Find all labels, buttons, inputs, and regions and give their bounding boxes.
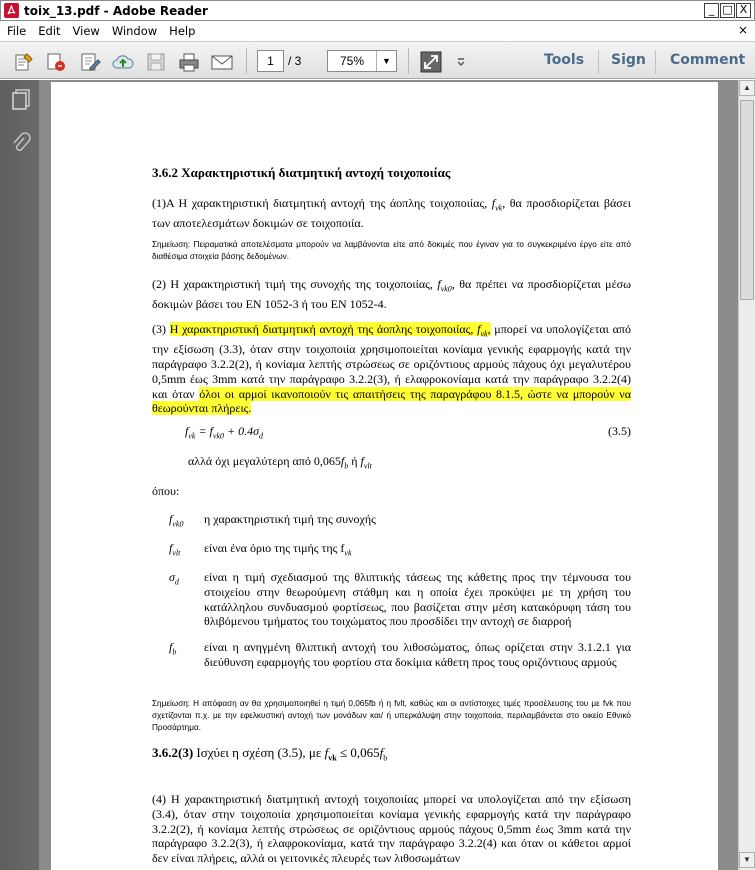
print-icon[interactable] [177,51,201,73]
definition-text: είναι η τιμή σχεδιασμού της θλιπτικής τάσεως της κάθετης προς την τέμνουσα του στοιχείου στην θεωρούμενη στάθμη και η οποία έχει προκύψει με τη χρήση του κατάλληλου συνδυασμού φορτίσεως, που βασίζεται στην μέση κατακόρυφη τάση του θλιβόμενου τμήματος του τοιχώματος που προσδίδει την αντοχή σε διαρροή [204,570,631,629]
equation-number: (3.5) [608,424,631,438]
p2-text-a: (2) Η χαρακτηριστική τιμή της συνοχής της τοιχοποιίας, [152,277,438,291]
menu-view[interactable]: View [72,24,100,38]
maximize-button[interactable]: □ [720,3,735,18]
sign-button[interactable]: Sign [611,52,646,68]
sec3-f: f [324,745,329,760]
toolbar-separator [655,50,656,74]
sec3-f-sub: vk [328,753,337,763]
title-bar [0,0,755,21]
scroll-thumb[interactable] [740,100,754,300]
save-icon[interactable] [144,51,168,73]
p3-text-mid: μπορεί να υπολογίζεται από την εξίσωση (3.3), όταν στην τοιχοποιία χρησιμοποιείται κονίαμα γενικής εφαρμογής κατά την παράγραφο 3.2.2(2), ή κονίαμα λεπτής στρώσεως σε οριζόντιους αρμούς πάχους όχι μεγαλυτέρου 0,5mm έως 3mm κατά την παράγραφο 3.2.2(3), ή ελαφροκονίαμα κατά την παράγραφο 3.2.2(4) και όταν [152,322,631,401]
p3-highlight-text: Η χαρακτηριστική διατμητική αντοχή της άοπλης τοιχοποιίας, [169,322,478,336]
toolbar-separator [246,48,247,74]
section-heading: 3.6.2 Χαρακτηριστική διατμητική αντοχή τοιχοποιίας [152,165,451,180]
p2-text-b: , θα πρέπει να προσδιορίζεται μέσω δοκιμών βάσει του EN 1052-3 ή του EN 1052-4. [152,277,631,312]
more-icon[interactable] [450,51,472,73]
def-text-main: είναι ένα όριο της τιμής της f [204,541,345,555]
paragraph-2 [152,277,631,312]
eq-mid: = f [195,424,213,438]
eq-note-fb-sub: b [344,461,349,471]
sec3-fb-sub: b [383,753,388,763]
menu-window[interactable]: Window [111,24,158,38]
attachments-icon[interactable] [10,132,32,156]
email-icon[interactable] [210,51,234,73]
toolbar-separator [408,48,409,74]
paragraph-1 [152,196,631,231]
vertical-scrollbar[interactable] [738,80,755,870]
def-sym-sub: vlt [172,548,181,558]
pdf-tools-icon[interactable] [44,51,68,73]
menu-file[interactable]: File [7,24,27,38]
equation-note [188,454,628,474]
toolbar [0,41,755,79]
equation [185,424,263,444]
def-sym-main: f [169,541,173,555]
page-thumbnails-icon[interactable] [10,88,32,112]
definition-symbol [169,570,179,590]
highlight-2[interactable]: όλοι οι αρμοί ικανοποιούν τις απαιτήσεις της παραγράφου 8.1.5, ώστε να μπορούν να θεωρούνται πλήρεις. [152,386,631,416]
definition-text [204,541,631,561]
eq-note-fb: f [340,454,345,468]
p3-highlight-end: , [487,322,491,336]
p1-symbol: f [491,196,496,210]
p3-number: (3) [152,322,170,336]
definition-row [152,640,631,686]
highlight-1[interactable] [169,322,491,339]
zoom-value: 75% [339,54,365,68]
section-3-6-2-3 [152,746,631,766]
adobe-reader-icon [4,3,19,18]
definition-symbol [169,512,183,532]
equation-row [152,424,631,440]
sec3-le: ≤ 0,065 [336,745,380,760]
sec3-bold: 3.6.2(3) [152,745,194,760]
minimize-button[interactable]: _ [704,3,719,18]
eq-lhs-sub: vk [188,431,196,441]
p1-symbol-sub: vk [495,203,503,213]
definition-symbol [169,541,180,561]
def-text-sub: vk [344,548,352,558]
definition-text: είναι η ανηγμένη θλιπτική αντοχή του λιθοσώματος, όπως ορίζεται στην 3.1.2.1 για διεύθυνση εφαρμογής του φορτίου στα δοκίμια κάθετη προς τους οριζόντιους αρμούς [204,640,631,669]
fit-page-icon[interactable] [419,51,443,73]
close-document-button[interactable]: × [737,23,748,37]
p3-symbol: f [477,322,481,336]
p1-text-b: , θα προσδιορίζεται βάσει των αποτελεσμάτων δοκιμών σε τοιχοποιία. [152,196,631,231]
eq-rhs: + 0.4σ [224,424,260,438]
p1-text-a: (1)A Η χαρακτηριστική διατμητική αντοχή της άοπλης τοιχοποιίας, [152,196,492,210]
cloud-upload-icon[interactable] [111,51,135,73]
def-sym-sub: b [172,647,177,657]
p3-symbol-sub: vk [480,329,488,339]
definition-row [152,570,631,632]
close-button[interactable]: X [736,3,751,18]
create-pdf-icon[interactable] [12,51,36,73]
where-label: όπου: [152,484,180,498]
paragraph-4: (4) Η χαρακτηριστική διατμητική αντοχή τοιχοποιίας μπορεί να υπολογίζεται από την εξίσωση (3.4), όταν στην τοιχοποιία χρησιμοποιείται κονίαμα γενικής εφαρμογής κατά την παράγραφο 3.2.2(2), ή κονίαμα λεπτής στρώσεως σε οριζόντιους αρμούς πάχους 0,5mm έως 3mm κατά την παράγραφο 3.2.2(3), ή ελαφροκονίαμα, κατά την παράγραφο 3.2.2(4) και όταν οι κάθετοι αρμοί δεν είναι πλήρεις, αλλά οι γειτονικές πλευρές των λιθοσωμάτων [152,792,631,866]
comment-button[interactable]: Comment [670,52,746,68]
p2-symbol-sub: vk0 [440,284,452,294]
def-sym-sub: vk0 [172,519,184,529]
edit-icon[interactable] [78,51,102,73]
menu-bar [0,21,755,41]
pdf-page [51,82,718,870]
definition-symbol [169,640,176,660]
def-sym-sub: d [174,577,179,587]
definition-row [152,512,631,528]
page-total: / 3 [288,54,302,68]
eq-note-text: αλλά όχι μεγαλύτερη από 0,065 [188,454,341,468]
eq-mid-sub: vk0 [212,431,224,441]
document-view [39,80,738,870]
sec3-text: Ισχύει η σχέση (3.5), με [193,745,325,760]
navigation-pane [0,80,39,870]
def-sym-main: f [169,640,173,654]
sec3-fb: f [379,745,384,760]
note-2: Σημείωση: Η απόφαση αν θα χρησιμοποιηθεί η τιμή 0,065fb ή η fvlt, καθώς και οι αντίστοιχες τιμές προσέλευσης του με fvk που σχετίζονται π.χ. με την εφελκυστική αντοχή των μονάδων και/ ή υπερκάλυψη στην τοιχοποιία, περιλαμβάνεται στο οικείο Εθνικό Προσάρτημα. [152,699,631,732]
window-title: toix_13.pdf - Adobe Reader [24,3,208,18]
scroll-down-button[interactable]: ▼ [739,852,755,868]
page-number-input[interactable]: 1 [257,50,284,72]
menu-edit[interactable]: Edit [38,24,61,38]
eq-lhs: f [185,424,189,438]
p2-symbol: f [437,277,441,291]
eq-note-fvlt: f [360,454,364,468]
chevron-down-icon[interactable]: ▼ [376,51,396,71]
eq-note-fvlt-sub: vlt [363,461,372,471]
definition-row [152,541,631,557]
toolbar-separator [598,50,599,74]
zoom-select[interactable] [327,50,397,72]
definition-text: η χαρακτηριστική τιμή της συνοχής [204,512,376,526]
note-1: Σημείωση: Πειραματικά αποτελέσματα μπορούν να λαμβάνονται είτε από δοκιμές που έγιναν για το συγκεκριμένο έργο είτε από διαθέσιμα στοιχεία βάσης δεδομένων. [152,240,631,261]
eq-rhs-sub: d [259,431,264,441]
menu-help[interactable]: Help [169,24,196,38]
def-sym-main: f [169,512,173,526]
tools-button[interactable]: Tools [544,52,585,68]
paragraph-3 [152,322,631,416]
def-sym-main: σ [169,570,175,584]
window-controls [704,3,751,18]
scroll-up-button[interactable]: ▲ [739,80,755,96]
eq-note-or: ή [348,454,361,468]
